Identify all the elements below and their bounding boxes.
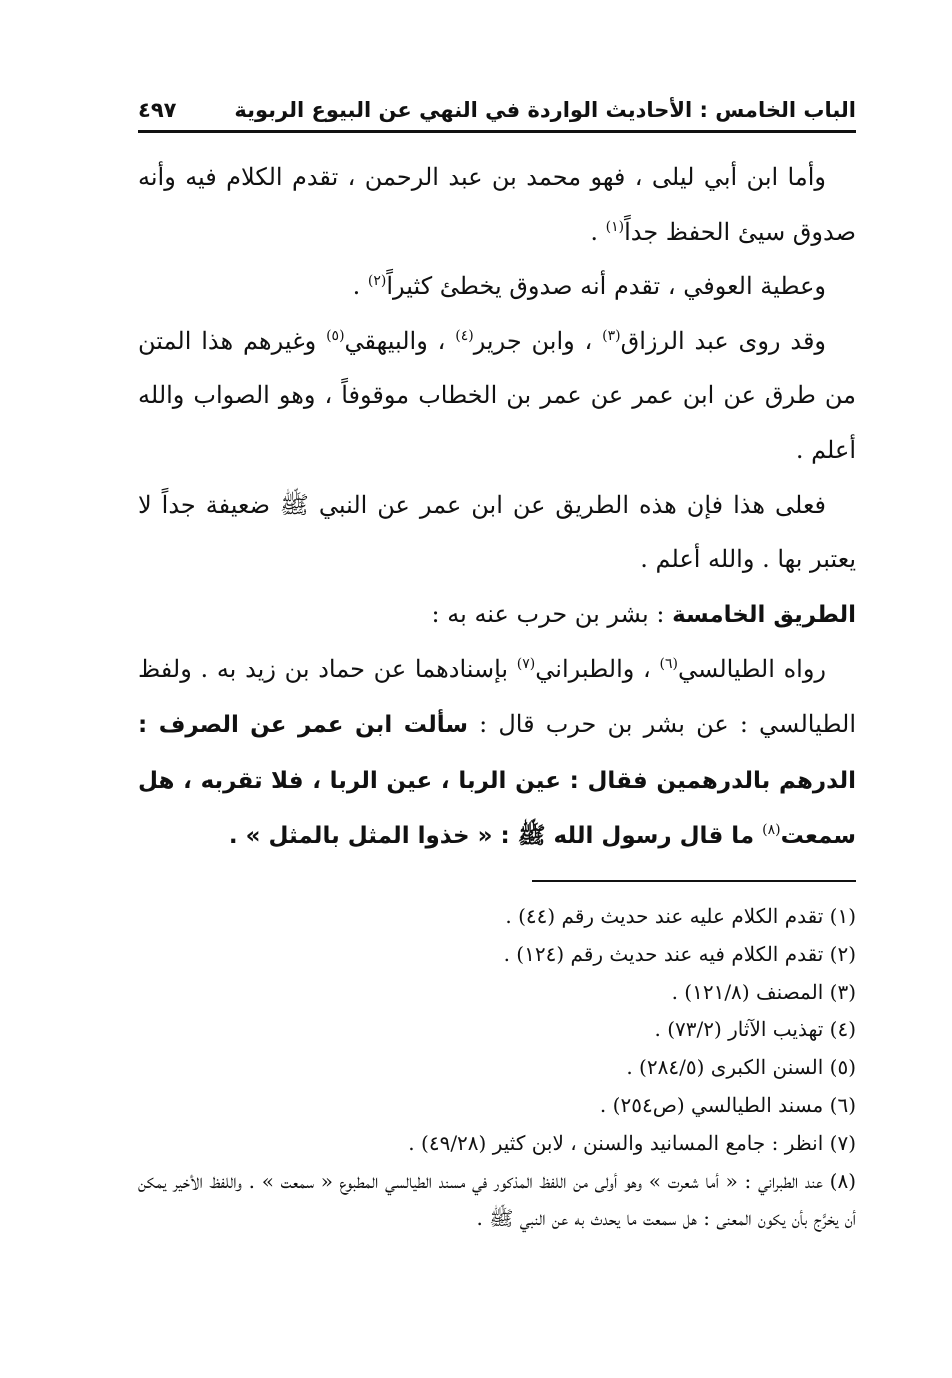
paragraph-narrations bbox=[138, 314, 856, 478]
page-number: ٤٩٧ bbox=[138, 98, 177, 122]
footnote-ref[interactable]: (٤) bbox=[455, 327, 474, 344]
text-line: . bbox=[352, 272, 368, 301]
section-label: الطريق الخامسة bbox=[672, 601, 856, 628]
header-rule bbox=[138, 130, 856, 133]
footnote-ref[interactable]: (٨) bbox=[762, 822, 781, 839]
text-line: فعلى هذا فإن هذه الطريق عن ابن عمر عن النبي ﷺ ضعيفة bbox=[205, 490, 826, 519]
section-rest: : بشر بن حرب عنه به : bbox=[431, 599, 673, 628]
text-line: فيه وأنه صدوق سيئ الحفظ جداً bbox=[138, 163, 856, 246]
paragraph-ibn-abi-layla bbox=[138, 150, 856, 259]
footnote-line: (٨) عند الطبراني : « أما شعرت » وهو أولى من اللفظ المذكور في مسند الطيالسي bbox=[385, 1168, 856, 1193]
footnote-6: (٦) مسند الطيالسي (ص٢٥٤) . bbox=[599, 1092, 856, 1117]
running-header bbox=[138, 88, 856, 122]
paragraph-tayalisi bbox=[138, 642, 856, 863]
text-line: وغيرهم هذا المتن من طرق عن ابن عمر عن عمر بن الخطاب bbox=[138, 326, 857, 410]
text-line: رواه الطيالسي bbox=[677, 655, 827, 684]
footnote-ref[interactable]: (٦) bbox=[659, 656, 678, 673]
hadith-text: سألت ابن عمر عن bbox=[250, 711, 468, 738]
footnote-ref[interactable]: (٣) bbox=[602, 327, 621, 344]
paragraph-conclusion bbox=[138, 478, 856, 587]
hadith-text: تقربه ، هل سمعت bbox=[138, 767, 856, 850]
text-line: موقوفاً ، وهو الصواب والله أعلم . bbox=[138, 381, 856, 464]
footnote-ref[interactable]: (٥) bbox=[326, 327, 345, 344]
footnote-2: (٢) تقدم الكلام فيه عند حديث رقم (١٢٤) . bbox=[503, 941, 856, 966]
footnote-ref[interactable]: (١) bbox=[605, 218, 625, 235]
footnote-ref[interactable]: (٧) bbox=[516, 656, 536, 673]
footnote-3: (٣) المصنف (١٢١/٨) . bbox=[671, 979, 856, 1004]
text-line: بإسنادهما عن حماد بن زيد bbox=[245, 655, 517, 684]
footnote-separator bbox=[532, 880, 856, 882]
text-line: وعطية العوفي ، تقدم أنه صدوق يخطئ كثيراً bbox=[386, 272, 826, 301]
chapter-title: الباب الخامس : الأحاديث الواردة في النهي عن البيوع الربوية bbox=[234, 98, 856, 122]
footnote-4: (٤) تهذيب الآثار (٧٣/٢) . bbox=[654, 1017, 856, 1042]
section-heading bbox=[138, 587, 856, 643]
text-line: ، والطبراني bbox=[535, 655, 660, 684]
footnote-line: يحدث به عن النبي ﷺ . bbox=[476, 1206, 621, 1231]
paragraph-atiyya bbox=[138, 259, 856, 314]
footnotes bbox=[138, 898, 856, 1238]
footnote-ref[interactable]: (٢) bbox=[367, 273, 387, 290]
text-line: وقد روى عبد الرزاق bbox=[620, 326, 827, 355]
hadith-text: ما قال رسول الله ﷺ : « خذوا المثل بالمثل » . bbox=[228, 823, 763, 850]
text-line: ، والبيهقي bbox=[344, 326, 456, 355]
footnote-8 bbox=[138, 1163, 856, 1239]
footnote-5: (٥) السنن الكبرى (٢٨٤/٥) . bbox=[626, 1055, 856, 1080]
text-line: به . ولفظ الطيالسي : عن بشر بن حرب قال : bbox=[138, 655, 857, 738]
main-text bbox=[138, 150, 856, 864]
text-line: جداً لا يعتبر بها . والله أعلم . bbox=[138, 490, 856, 574]
footnote-7: (٧) انظر : جامع المسانيد والسنن ، لابن كثير (٤٩/٢٨) . bbox=[408, 1130, 856, 1155]
hadith-text: الصرف : الدرهم بالدرهمين فقال : عين الربا ، عين الربا ، فلا bbox=[138, 711, 856, 794]
footnote-1: (١) تقدم الكلام عليه عند حديث رقم (٤٤) . bbox=[505, 904, 856, 928]
footnote-line: المطبوع « سمعت » . واللفظ الأخير يمكن أن يخرَّج بأن يكون المعنى : هل سمعت ما bbox=[138, 1168, 856, 1231]
text-line: ، وابن جرير bbox=[473, 326, 603, 355]
text-line: وأما ابن أبي ليلى ، فهو محمد بن عبد الرحمن ، تقدم الكلام bbox=[226, 163, 826, 191]
text-line: . bbox=[590, 217, 606, 246]
